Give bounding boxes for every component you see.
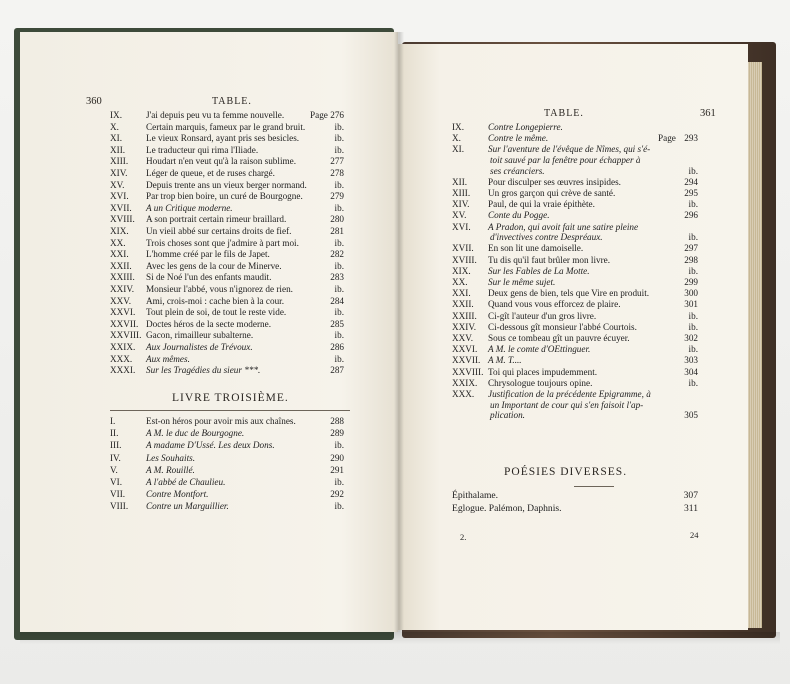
entry-page: ib. (334, 307, 344, 318)
entry-number: XIX. (110, 226, 129, 236)
entry-page: ib. (688, 344, 698, 355)
entry-title-line: Ci-gît l'auteur d'un gros livre. (488, 310, 597, 321)
entry-page: 278 (330, 168, 344, 178)
left-page-number: 360 (86, 96, 102, 107)
entry-page: 295 (684, 188, 698, 198)
entry-page: ib. (688, 310, 698, 321)
entry-title-line: toit sauvé par la fenêtre pour échapper à (490, 155, 641, 165)
entry-number: XX. (452, 277, 468, 287)
entry-title: Le traducteur qui rima l'Iliade. (146, 144, 259, 155)
entry-page: ib. (688, 377, 698, 388)
entry-page: ib. (688, 165, 698, 176)
entry-number: IX. (110, 110, 122, 120)
entry-number: XVII. (452, 243, 474, 254)
entry-number: X. (452, 133, 461, 144)
entry-number: XXIII. (110, 272, 135, 283)
entry-number: XIII. (110, 156, 129, 167)
entry-title: Le vieux Ronsard, ayant pris ses besicles. (146, 133, 300, 144)
entry-number: IX. (452, 122, 464, 132)
entry-page: ib. (334, 260, 344, 271)
entry-title: Avec les gens de la cour de Minerve. (146, 260, 282, 271)
entry-title-line: Ci-dessous gît monsieur l'abbé Courtois. (488, 321, 637, 332)
entry-page: 304 (684, 366, 698, 377)
entry-page: ib. (334, 121, 344, 132)
entry-page: ib. (334, 440, 344, 451)
entry-title: Les Souhaits. (146, 452, 196, 463)
entry-title-line: A M. le comte d'OEttinguer. (488, 344, 591, 355)
entry-page: ib. (334, 477, 344, 487)
entry-title: Trois choses sont que j'admire à part moi. (146, 237, 299, 248)
entry-page: ib. (334, 179, 344, 190)
entry-number: XVII. (110, 202, 132, 213)
entry-number: VII. (110, 489, 126, 500)
entry-page: 311 (683, 503, 698, 514)
entry-number: XII. (452, 176, 468, 187)
entry-title: L'homme créé par le fils de Japet. (146, 249, 270, 260)
entry-title: Sur les Tragédies du sieur ***. (146, 365, 261, 376)
right-section-rule (574, 486, 614, 487)
entry-page: 287 (330, 365, 344, 376)
entry-title: Ami, crois-moi : cache bien à la cour. (146, 295, 285, 306)
entry-number: XV. (110, 179, 125, 190)
entry-number: XVIII. (110, 214, 135, 225)
entry-page: ib. (334, 501, 344, 512)
entry-title: Tout plein de soi, de tout le reste vide. (146, 307, 287, 318)
entry-number: XXI. (110, 249, 129, 260)
entry-page: 302 (684, 333, 698, 343)
entry-title: A M. le duc de Bourgogne. (146, 428, 245, 439)
entry-page: ib. (334, 133, 344, 144)
entry-title: A son portrait certain rimeur braillard. (146, 214, 287, 225)
entry-number: XXVI. (110, 307, 136, 318)
entry-title-line: Contre le même. (488, 133, 549, 144)
left-section-title: LIVRE TROISIÈME. (172, 392, 289, 404)
entry-page: 282 (330, 249, 344, 260)
entry-number: VI. (110, 477, 122, 487)
entry-number: XXIII. (452, 310, 477, 321)
entry-number: XIII. (452, 188, 471, 198)
entry-number: XXVII. (452, 355, 481, 366)
entry-title: Aux mêmes. (146, 353, 190, 364)
entry-number: XVI. (110, 191, 129, 202)
entry-title-line: Paul, de qui la vraie épithète. (488, 199, 595, 210)
entry-number: XXII. (110, 260, 132, 271)
entry-title: Eglogue. Palémon, Daphnis. (452, 503, 562, 514)
entry-page: 291 (330, 464, 344, 475)
entry-page: 279 (330, 191, 344, 202)
entry-title-line: Chrysologue toujours opine. (488, 377, 593, 388)
entry-title-line: En son lit une damoiselle. (488, 243, 584, 254)
entry-title: Est-on héros pour avoir mis aux chaînes. (146, 416, 296, 426)
entry-title: Doctes héros de la secte moderne. (146, 318, 272, 329)
entry-page: 283 (330, 272, 344, 283)
right-section-title: POÉSIES DIVERSES. (504, 466, 628, 478)
entry-page: ib. (688, 232, 698, 243)
entry-title: Monsieur l'abbé, vous n'ignorez de rien. (146, 284, 293, 294)
entry-title: Un vieil abbé sur certains droits de fief. (146, 226, 292, 236)
entry-title: Si de Noé l'un des enfants maudit. (146, 272, 272, 283)
entry-number: IV. (110, 452, 121, 463)
entry-number: XXVI. (452, 344, 478, 355)
entry-title-line: ses créanciers. (490, 165, 545, 176)
entry-title-line: Pour disculper ses œuvres insipides. (488, 176, 621, 187)
entry-number: II. (110, 428, 119, 439)
entry-page: 301 (684, 299, 698, 310)
entry-title-line: Sur le même sujet. (488, 277, 556, 287)
entry-number: XIV. (452, 199, 470, 210)
entry-title: Certain marquis, fameux par le grand bruit. (146, 121, 306, 132)
entry-number: XXV. (452, 333, 474, 343)
entry-number: XXIV. (110, 284, 135, 294)
entry-number: XI. (452, 144, 464, 155)
entry-page: 305 (684, 410, 698, 421)
entry-title-line: un Important de cour qui s'en faisoit l'ap- (490, 399, 644, 410)
entry-page: 289 (330, 428, 344, 439)
entry-number: XXIV. (452, 321, 477, 332)
entry-page: ib. (334, 202, 344, 213)
entry-page: ib. (688, 199, 698, 210)
entry-page: 277 (330, 156, 344, 167)
entry-number: XVI. (452, 221, 471, 232)
entry-number: III. (110, 440, 122, 451)
entry-page: 298 (684, 254, 698, 265)
entry-page: 296 (684, 210, 698, 221)
entry-page: 303 (684, 355, 698, 366)
entry-number: XXII. (452, 299, 474, 310)
entry-title-line: Conte du Pogge. (488, 210, 550, 221)
entry-title: Aux Journalistes de Trévoux. (146, 342, 253, 352)
entry-title: A M. Rouillé. (146, 464, 195, 475)
entry-title-line: A M. T.... (488, 355, 522, 366)
entry-title-line: A Pradon, qui avoit fait une satire pleine (488, 221, 639, 232)
entry-page: ib. (334, 353, 344, 364)
entry-number: XXIX. (452, 377, 478, 388)
entry-title: Gacon, rimailleur subalterne. (146, 330, 254, 341)
entry-title-line: Quand vous vous efforcez de plaire. (488, 299, 621, 310)
entry-title: Par trop bien boire, un curé de Bourgogne. (146, 191, 303, 202)
entry-page: 285 (330, 318, 344, 329)
entry-title-line: Sur l'aventure de l'évêque de Nîmes, qui s'é- (488, 144, 651, 155)
entry-number: XXXI. (110, 365, 136, 376)
entry-number: XXVIII. (452, 366, 484, 377)
entry-page: 288 (330, 416, 344, 426)
entry-number: XXX. (452, 389, 475, 399)
entry-title-line: Deux gens de bien, tels que Vire en produit. (488, 288, 650, 299)
entry-page: 294 (684, 176, 698, 187)
entry-number: XII. (110, 144, 126, 155)
entry-title: Léger de queue, et de ruses chargé. (146, 168, 275, 178)
entry-title-line: Tu dis qu'il faut brûler mon livre. (488, 254, 611, 265)
entry-title: A un Critique moderne. (146, 202, 233, 213)
catchword: 24 (690, 530, 699, 540)
entry-number: I. (110, 416, 116, 426)
entry-title-line: Toi qui places impudemment. (488, 366, 598, 377)
entry-number: X. (110, 121, 119, 132)
entry-page: 290 (330, 452, 344, 463)
right-page-number: 361 (700, 108, 716, 119)
entry-page: ib. (334, 237, 344, 248)
entry-number: XIX. (452, 265, 471, 276)
entry-number: XVIII. (452, 254, 477, 265)
book-gutter (394, 32, 404, 632)
entry-title: A madame D'Ussé. Les deux Dons. (146, 440, 275, 451)
entry-number: XV. (452, 210, 467, 221)
entry-title: J'ai depuis peu vu ta femme nouvelle. (146, 110, 285, 120)
entry-number: XIV. (110, 168, 128, 178)
entry-title: A l'abbé de Chaulieu. (146, 477, 226, 487)
page-label: Page (310, 110, 328, 120)
entry-number: XI. (110, 133, 122, 144)
entry-title: Épithalame. (452, 490, 499, 501)
entry-title: Contre un Marguillier. (146, 501, 229, 512)
entry-page: ib. (334, 330, 344, 341)
entry-page: 281 (330, 226, 344, 236)
left-section-rule (110, 410, 350, 411)
entry-title-line: Un gros garçon qui crève de santé. (488, 188, 616, 198)
entry-title-line: Contre Longepierre. (488, 122, 563, 132)
entry-page: ib. (688, 265, 698, 276)
entry-page: 280 (330, 214, 344, 225)
entry-page: 300 (684, 288, 698, 299)
entry-page: 293 (684, 133, 698, 144)
entry-title-line: Sous ce tombeau gît un pauvre écuyer. (488, 333, 630, 343)
entry-title-line: plication. (490, 410, 525, 421)
entry-page: ib. (334, 144, 344, 155)
entry-page: 292 (330, 489, 344, 500)
entry-title: Depuis trente ans un vieux berger normand. (146, 179, 307, 190)
entry-number: V. (110, 464, 118, 475)
entry-number: XXI. (452, 288, 471, 299)
entry-number: VIII. (110, 501, 129, 512)
entry-title-line: Justification de la précédente Epigramme, à (488, 389, 651, 399)
entry-number: XXVIII. (110, 330, 142, 341)
entry-page: 297 (684, 243, 698, 254)
signature-mark: 2. (460, 532, 467, 542)
entry-title-line: Sur les Fables de La Motte. (488, 265, 590, 276)
left-page-header: TABLE. (212, 96, 252, 107)
entry-page: 307 (683, 490, 698, 501)
entry-number: XXVII. (110, 318, 139, 329)
entry-page: 299 (684, 277, 698, 287)
page-label: Page (658, 133, 676, 144)
entry-page: ib. (334, 284, 344, 294)
entry-number: XXX. (110, 353, 133, 364)
entry-page: 284 (330, 295, 344, 306)
right-page-header: TABLE. (544, 108, 584, 119)
entry-number: XXV. (110, 295, 132, 306)
entry-title: Houdart n'en veut qu'à la raison sublime. (146, 156, 297, 167)
book-shadow (20, 632, 780, 644)
entry-page: 276 (330, 110, 344, 120)
entry-page: ib. (688, 321, 698, 332)
entry-title: Contre Montfort. (146, 489, 209, 500)
entry-number: XX. (110, 237, 126, 248)
entry-title-line: d'invectives contre Despréaux. (490, 232, 603, 243)
entry-number: XXIX. (110, 342, 136, 352)
entry-page: 286 (330, 342, 344, 352)
